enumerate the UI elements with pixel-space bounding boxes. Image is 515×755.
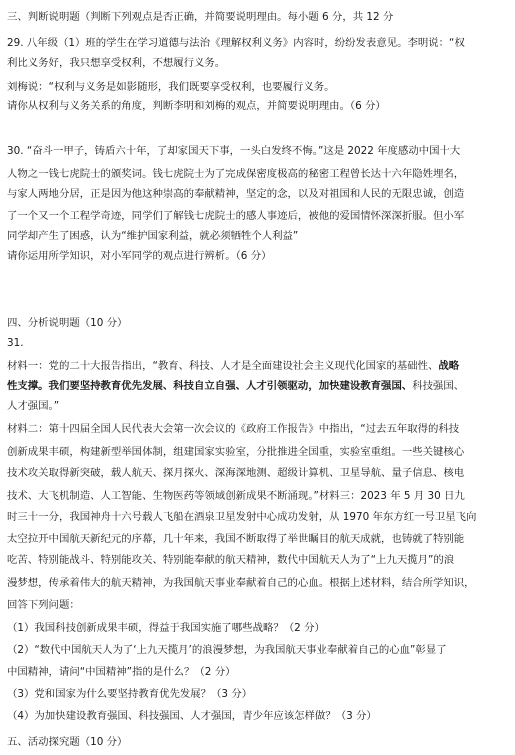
q31-subquestion-4: （4）为加快建设教育强国、科技强国、人才强国，青少年应该怎样做？（3 分） (7, 710, 377, 722)
section-heading-judgement: 三、判断说明题（判断下列观点是否正确，并简要说明理由。每小题 6 分，共 12 分 (7, 11, 394, 23)
material1-line-2-bold: 性支撑。我们要坚持教育优先发展、科技自立自强、人才引领驱动，加快建设教育强国、 (7, 380, 413, 392)
material1-line-2 (7, 378, 507, 396)
material2-line-4: 技术、大飞机制造、人工智能、生物医药等领域创新成果不断涌现。”材料三：2023 年 5 月 30 日九 (7, 490, 465, 502)
q29-line-2: 利比义务好，我只想享受权利，不想履行义务。 (7, 57, 226, 69)
material2-line-9: 回答下列问题： (7, 599, 80, 611)
material2-line-2: 创新成果丰硕，构建新型举国体制，组建国家实验室，分批推进全国重，实验室重组。一些关键核心 (7, 446, 465, 458)
material1-line-3: 人才强国。” (7, 400, 60, 412)
material1-line-1 (7, 358, 507, 376)
material1-line-2-text: 科技强国、 (412, 380, 465, 392)
q31-subquestion-1: （1）我国科技创新成果丰硕，得益于我国实施了哪些战略？（2 分） (7, 622, 325, 634)
material1-line-1-text: 材料一：党的二十大报告指出，“教育、科技、人才是全面建设社会主义现代化国家的基础性、 (7, 360, 439, 372)
q30-line-2: 人物之一钱七虎院士的颁奖词。钱七虎院士为了完成保密度极高的秘密工程曾长达十六年隐姓埋名， (7, 168, 465, 180)
material1-line-1-bold: 战略 (438, 360, 460, 372)
q31-subquestion-3: （3）党和国家为什么要坚持教育优先发展？（3 分） (7, 688, 253, 700)
q29-line-4: 请你从权利与义务关系的角度，判断李明和刘梅的观点，并简要说明理由。（6 分） (7, 100, 386, 112)
q30-line-5: 同学却产生了困惑，认为“维护国家利益，就必须牺牲个人利益” (7, 230, 299, 242)
material2-line-6: 太空拉开中国航天新纪元的序幕，几十年来，我国不断取得了举世瞩目的航天成就，也铸就了特别能 (7, 533, 465, 545)
material2-line-8: 漫梦想，传承着伟大的航天精神，为我国航天事业奉献着自己的心血。根据上述材料，结合所学知识， (7, 577, 475, 589)
material2-line-1: 材料二：第十四届全国人民代表大会第一次会议的《政府工作报告》中指出，“过去五年取得的科技 (7, 423, 460, 435)
q31-number: 31. (7, 337, 24, 349)
material2-line-3: 技术攻关取得新突破，载人航天、探月探火、深海深地测、超级计算机、卫星导航、量子信息、核电 (7, 467, 465, 479)
q31-subquestion-2: （2）“数代中国航天人为了‘上九天揽月’的浪漫梦想，为我国航天事业奉献着自己的心血”彰显了 (7, 644, 447, 656)
material2-line-7: 吃苦、特别能战斗、特别能攻关、特别能奉献的航天精神，数代中国航天人为了“上九天揽月”的浪 (7, 554, 455, 566)
section-heading-analysis: 四、分析说明题（10 分） (7, 317, 128, 329)
q30-line-6: 请你运用所学知识，对小军同学的观点进行辨析。（6 分） (7, 250, 272, 262)
q30-line-1: 30. “奋斗一甲子，铸盾六十年，了却家国天下事，一头白发终不悔。”这是 2022 年度感动中国十大 (7, 145, 461, 157)
q29-line-1: 29. 八年级（1）班的学生在学习道德与法治《理解权利义务》内容时，纷纷发表意见。李明说：“权 (7, 37, 465, 49)
material2-line-5: 时三十一分，我国神舟十六号载人飞船在酒泉卫星发射中心成功发射，从 1970 年东方红一号卫星飞向 (7, 511, 477, 523)
section-heading-activity: 五、活动探究题（10 分） (7, 736, 128, 748)
q30-line-4: 了一个又一个工程学奇迹，同学们了解钱七虎院士的感人事迹后，被他的爱国情怀深深折服。但小军 (7, 210, 465, 222)
q29-line-3: 刘梅说：“权利与义务是如影随形，我们既要享受权利，也要履行义务。 (7, 81, 335, 93)
q30-line-3: 与家人两地分居，正是因为他这种崇高的奉献精神，坚定的念，以及对祖国和人民的无限忠诚，创造 (7, 188, 465, 200)
q31-subquestion-2-cont: 中国精神，请问“中国精神”指的是什么？（2 分） (7, 666, 236, 678)
